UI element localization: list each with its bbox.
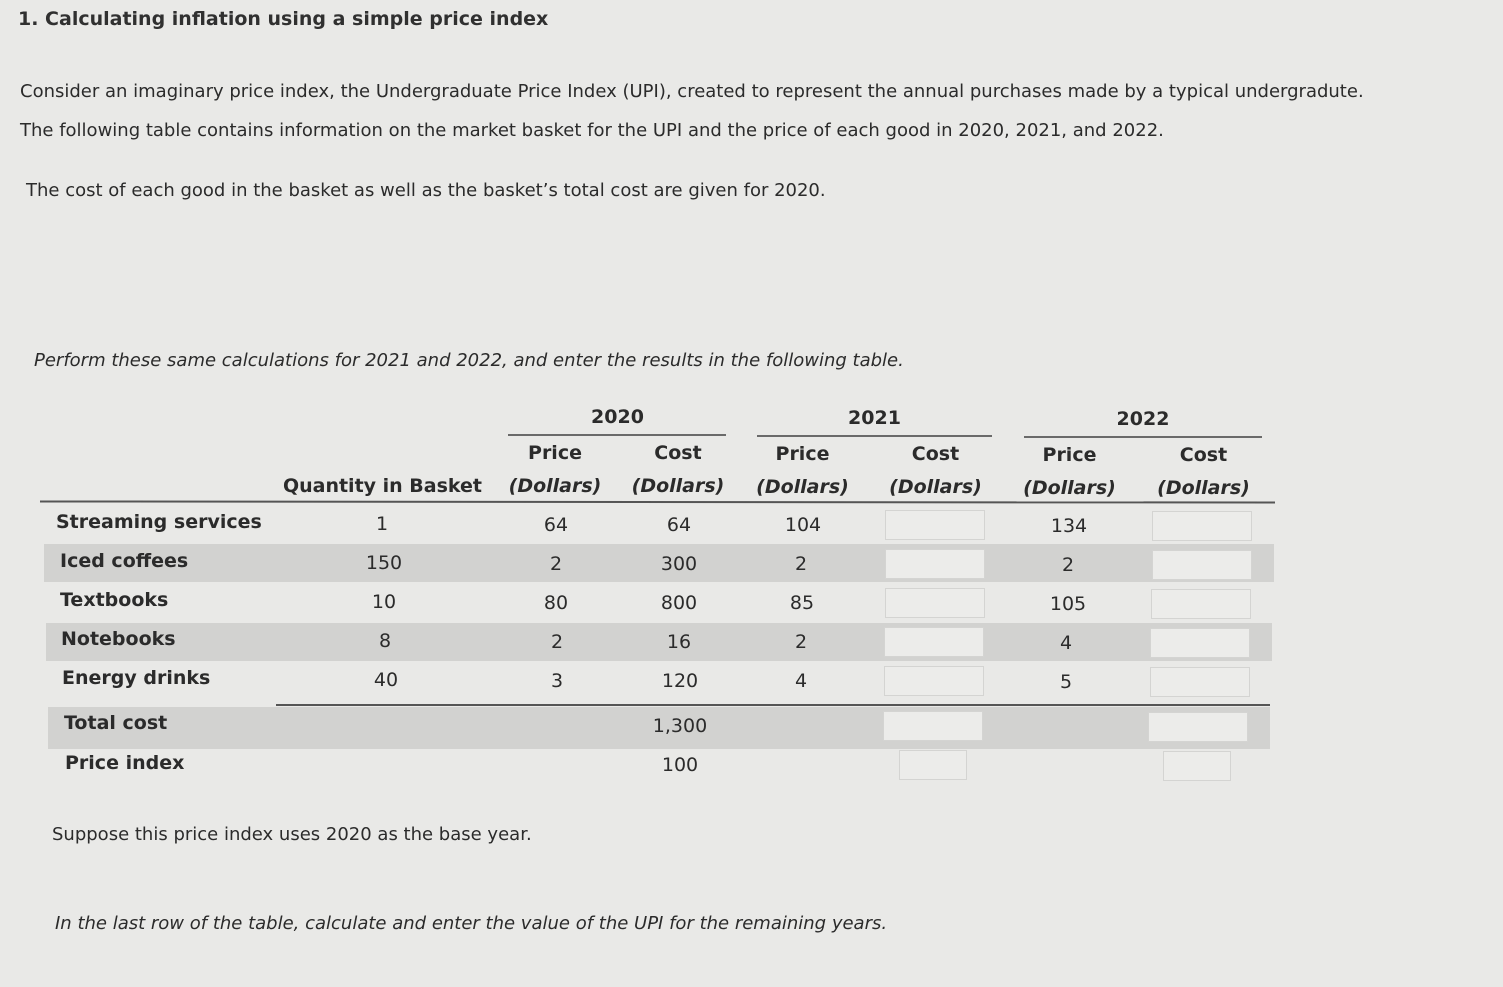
year-2022-underline <box>1024 436 1262 438</box>
cost-note: The cost of each good in the basket as well as the basket’s total cost are given for 2020. <box>26 180 826 201</box>
cost-2022-header: Cost (Dollars) <box>1157 444 1250 499</box>
price2020-iced-coffees: 2 <box>549 553 563 575</box>
quantity-header: Quantity in Basket <box>282 475 483 497</box>
cost2021-streaming-input[interactable] <box>885 510 985 540</box>
total-cost-2022-input[interactable] <box>1148 712 1248 742</box>
price2021-iced-coffees: 2 <box>794 553 808 575</box>
qty-streaming: 1 <box>375 513 389 535</box>
price2020-textbooks: 80 <box>543 592 569 614</box>
price2022-iced-coffees: 2 <box>1061 554 1075 576</box>
price2022-textbooks: 105 <box>1049 593 1087 615</box>
row-label-total-cost: Total cost <box>64 712 168 734</box>
qty-energy-drinks: 40 <box>373 669 399 691</box>
cost2022-notebooks-input[interactable] <box>1150 628 1250 658</box>
cost2022-textbooks-input[interactable] <box>1151 589 1251 619</box>
price-index-2022-input[interactable] <box>1163 751 1231 781</box>
cost-2021-header: Cost (Dollars) <box>889 443 982 498</box>
price-2021-header: Price (Dollars) <box>756 443 849 498</box>
intro-line-2: The following table contains information on the market basket for the UPI and the price of each good in 2020, 2021, and 2022. <box>20 120 1164 141</box>
price-index-2020: 100 <box>661 754 699 776</box>
last-row-note: In the last row of the table, calculate and enter the value of the UPI for the remaining years. <box>55 913 888 934</box>
qty-textbooks: 10 <box>371 591 397 613</box>
price2020-streaming: 64 <box>543 514 569 536</box>
price2021-streaming: 104 <box>784 514 822 536</box>
price-index-2021-input[interactable] <box>899 750 967 780</box>
row-label-energy-drinks: Energy drinks <box>62 667 211 689</box>
base-year-note: Suppose this price index uses 2020 as the base year. <box>52 824 532 845</box>
cost2021-textbooks-input[interactable] <box>885 588 985 618</box>
year-2021-header: 2021 <box>848 407 901 429</box>
header-rule <box>40 500 1275 503</box>
cost2021-iced-coffees-input[interactable] <box>885 549 985 579</box>
year-2020-header: 2020 <box>591 406 644 428</box>
cost2020-streaming: 64 <box>666 514 692 536</box>
cost2022-iced-coffees-input[interactable] <box>1152 550 1252 580</box>
price2021-notebooks: 2 <box>794 631 808 653</box>
intro-paragraph <box>20 72 1470 150</box>
cost2020-notebooks: 16 <box>666 631 692 653</box>
qty-iced-coffees: 150 <box>365 552 403 574</box>
price-2020-header: Price (Dollars) <box>508 442 602 497</box>
intro-line-1: Consider an imaginary price index, the Undergraduate Price Index (UPI), created to represent the annual purchases made by a typical undergradute. <box>20 81 1364 102</box>
instruction-text: Perform these same calculations for 2021 and 2022, and enter the results in the following table. <box>34 350 904 371</box>
price2020-notebooks: 2 <box>550 631 564 653</box>
total-rule <box>276 704 1270 706</box>
price2022-notebooks: 4 <box>1059 632 1073 654</box>
question-title: 1. Calculating inflation using a simple price index <box>18 8 549 30</box>
price2022-energy-drinks: 5 <box>1059 671 1073 693</box>
qty-notebooks: 8 <box>378 630 392 652</box>
row-label-iced-coffees: Iced coffees <box>60 550 189 572</box>
cost-2020-header: Cost (Dollars) <box>631 442 725 497</box>
cost2021-energy-drinks-input[interactable] <box>884 666 984 696</box>
total-cost-2021-input[interactable] <box>883 711 983 741</box>
cost2020-textbooks: 800 <box>660 592 698 614</box>
cost2020-iced-coffees: 300 <box>660 553 698 575</box>
row-label-notebooks: Notebooks <box>61 628 176 650</box>
year-2022-header: 2022 <box>1116 408 1170 430</box>
cost2022-streaming-input[interactable] <box>1152 511 1252 541</box>
price2022-streaming: 134 <box>1050 515 1088 537</box>
price2020-energy-drinks: 3 <box>550 670 564 692</box>
row-label-streaming: Streaming services <box>56 511 262 533</box>
price2021-textbooks: 85 <box>789 592 815 614</box>
total-cost-2020: 1,300 <box>652 715 708 737</box>
price-2022-header: Price (Dollars) <box>1023 444 1116 499</box>
cost2021-notebooks-input[interactable] <box>884 627 984 657</box>
year-2021-underline <box>757 435 992 437</box>
row-label-price-index: Price index <box>65 752 185 774</box>
row-label-textbooks: Textbooks <box>60 589 169 611</box>
cost2020-energy-drinks: 120 <box>661 670 699 692</box>
year-2020-underline <box>508 434 726 436</box>
cost2022-energy-drinks-input[interactable] <box>1150 667 1250 697</box>
price2021-energy-drinks: 4 <box>794 670 808 692</box>
